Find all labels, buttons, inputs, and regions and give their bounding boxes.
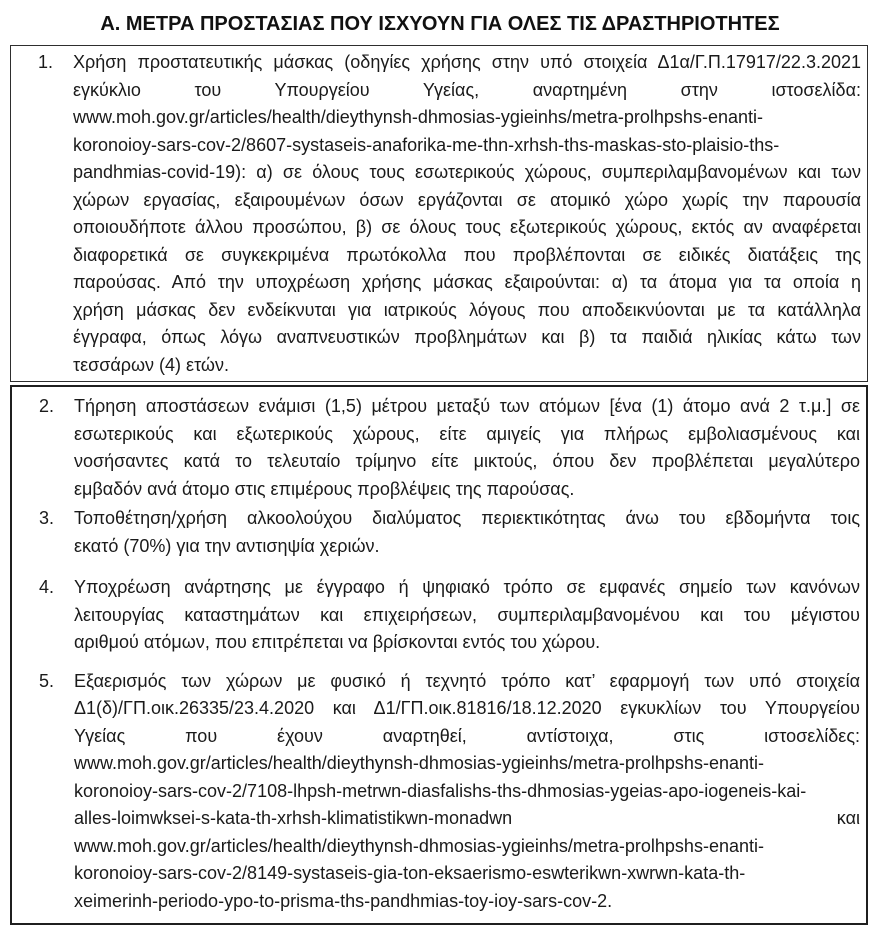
document-page — [0, 13, 880, 935]
text-line: xeimerinh-periodo-ypo-to-prisma-ths-pandhmias-toy-ioy-sars-cov-2. — [74, 890, 613, 911]
measure-item — [12, 668, 860, 916]
text-line: οποιουδήποτε άλλου προσώπου, β) σε όλους τους εξωτερικούς χώρους, εκτός αν αναφέρεται — [73, 217, 861, 237]
text-line: Τοποθέτηση/χρήση αλκοολούχου διαλύματος περιεκτικότητας άνω του εβδομήντα τοις — [74, 508, 860, 528]
text-line: χρήση μάσκας δεν ενδείκνυται για ιατρικούς λόγους που αποδεικνύονται με τα κατάλληλα — [73, 299, 861, 320]
text-line: εκατό (70%) για την αντισηψία χεριών. — [74, 535, 380, 556]
text-line: Υγείας που έχουν αναρτηθεί, αντίστοιχα, στις ιστοσελίδες: — [74, 725, 860, 746]
text-line: εγκύκλιο του Υπουργείου Υγείας, αναρτημένη στην ιστοσελίδα: — [73, 79, 861, 100]
text-line: koronoioy-sars-cov-2/8149-systaseis-gia-ton-eksaerismo-eswterikwn-xwrwn-kata-th- — [74, 863, 746, 883]
item-text — [73, 49, 861, 379]
item-text — [74, 505, 860, 560]
text-line: αριθμού ατόμων, που επιτρέπεται να βρίσκονται εντός του χώρου. — [74, 632, 601, 652]
text-line: www.moh.gov.gr/articles/health/dieythynsh-dhmosias-ygieinhs/metra-prolhpshs-enanti- — [74, 753, 764, 773]
text-line: εμβαδόν ανά άτομο στις επιμέρους προβλέψεις της παρούσας. — [74, 478, 575, 499]
document-title: Α. ΜΕΤΡΑ ΠΡΟΣΤΑΣΙΑΣ ΠΟΥ ΙΣΧΥΟΥΝ ΓΙΑ ΟΛΕΣ ΤΙΣ ΔΡΑΣΤΗΡΙΟΤΗΤΕΣ — [100, 13, 780, 35]
item-text — [74, 668, 860, 916]
text-line: www.moh.gov.gr/articles/health/dieythynsh-dhmosias-ygieinhs/metra-prolhpshs-enanti- — [74, 835, 764, 856]
text-line: Υποχρέωση ανάρτησης με έγγραφο ή ψηφιακό τρόπο σε εμφανές σημείο των κανόνων — [74, 577, 860, 597]
item-number: 2. — [39, 396, 55, 416]
text-line: pandhmias-covid-19): α) σε όλους τους εσωτερικούς χώρους, συμπεριλαμβανομένων και των — [73, 162, 861, 182]
item-number: 1. — [38, 52, 54, 72]
text-line: Εξαερισμός των χώρων με φυσικό ή τεχνητό τρόπο κατ’ εφαρμογή των υπό στοιχεία — [74, 670, 860, 691]
text-line: Χρήση προστατευτικής μάσκας (οδηγίες χρήσης στην υπό στοιχεία Δ1α/Γ.Π.17917/22.3.2021 — [73, 52, 861, 72]
measure-item — [11, 49, 861, 379]
measures-box-1 — [10, 45, 868, 382]
text-line: www.moh.gov.gr/articles/health/dieythynsh-dhmosias-ygieinhs/metra-prolhpshs-enanti- — [73, 107, 763, 127]
text-line: χώρων εργασίας, εξαιρουμένων όσων εργάζονται σε ατομικό χώρο χωρίς την παρουσία — [73, 189, 861, 210]
measure-item — [12, 505, 860, 560]
text-line: παρούσας. Από την υποχρέωση χρήσης μάσκας εξαιρούνται: α) τα άτομα για τα οποία η — [73, 272, 861, 292]
text-line: alles-loimwksei-s-kata-th-xrhsh-klimatistikwn-monadwn και — [74, 808, 860, 828]
text-line: Δ1(δ)/ΓΠ.οικ.26335/23.4.2020 και Δ1/ΓΠ.οικ.81816/18.12.2020 εγκυκλίων του Υπουργείου — [74, 698, 860, 718]
text-line: εσωτερικούς και εξωτερικούς χώρους, είτε αμιγείς για πλήρως εμβολιασμένους και — [74, 423, 860, 444]
text-line: Τήρηση αποστάσεων ενάμισι (1,5) μέτρου μεταξύ των ατόμων [ένα (1) άτομο ανά 2 τ.μ.] σε — [74, 396, 860, 416]
text-line: έγγραφα, όπως λόγω αναπνευστικών προβλημάτων και β) τα παιδιά ηλικίας κάτω των — [73, 327, 861, 347]
measure-item — [12, 574, 860, 657]
item-number: 4. — [39, 577, 55, 597]
text-line: διαφορετικά σε συγκεκριμένα πρωτόκολλα που προβλέπονται σε ειδικές διατάξεις της — [73, 244, 861, 265]
item-text — [74, 574, 860, 657]
measures-box-2 — [10, 385, 868, 925]
text-line: koronoioy-sars-cov-2/8607-systaseis-anaforika-me-thn-xrhsh-ths-maskas-sto-plaisio-ths- — [73, 134, 780, 155]
text-line: τεσσάρων (4) ετών. — [73, 354, 229, 375]
item-text — [74, 393, 860, 503]
text-line: νοσήσαντες κατά το τελευταίο τρίμηνο είτε μικτούς, όπου δεν προβλέπεται μεγαλύτερο — [74, 451, 860, 471]
item-number: 5. — [39, 670, 55, 691]
text-line: koronoioy-sars-cov-2/7108-lhpsh-metrwn-diasfalishs-ths-dhmosias-ygeias-apo-iogeneis-kai- — [74, 780, 807, 801]
item-number: 3. — [39, 508, 55, 528]
text-line: λειτουργίας καταστημάτων και επιχειρήσεων, συμπεριλαμβανομένου και του μέγιστου — [74, 604, 860, 625]
measure-item — [12, 393, 860, 503]
